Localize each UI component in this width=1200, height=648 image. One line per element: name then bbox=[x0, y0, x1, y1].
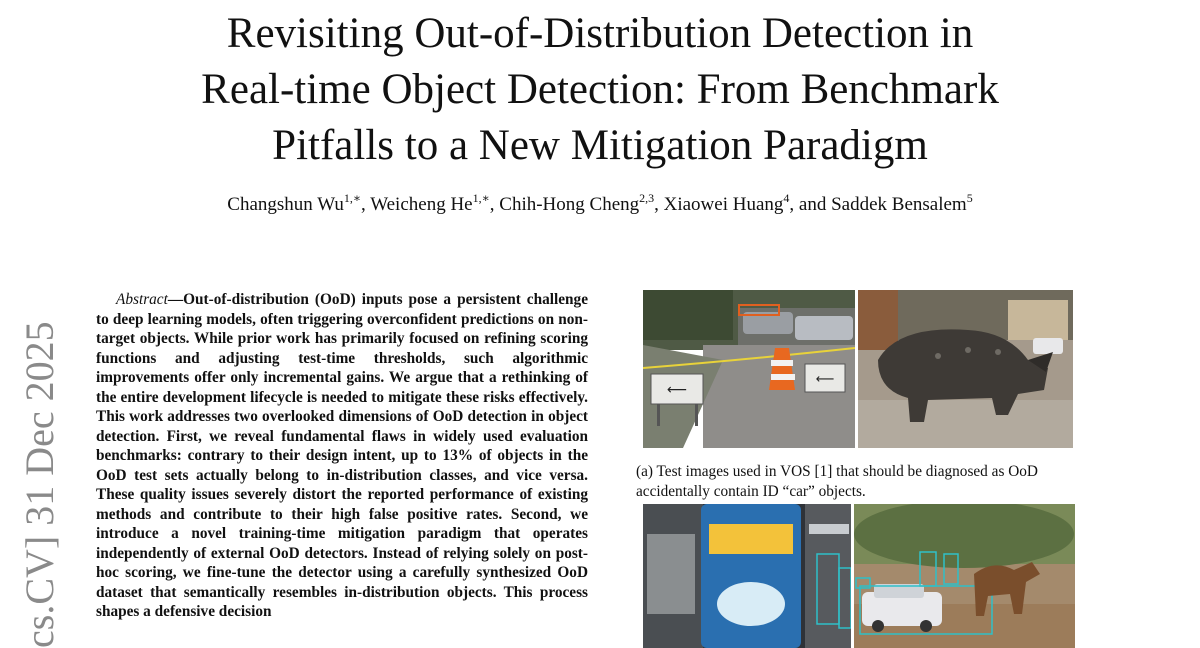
figure-caption-a: (a) Test images used in VOS [1] that should be diagnosed as OoD accidentally contain ID “car” objects. bbox=[636, 463, 1038, 500]
abstract-body: —Out-of-distribution (OoD) inputs pose a persistent challenge to deep learning models, often triggering overconfident predictions on non-target objects. While prior work has primarily focused on refining scoring functions and adjusting test-time thresholds, such algorithmic improvements offer only incremental gains. We argue that a rethinking of the entire development lifecycle is needed to mitigate these risks effectively. This work addresses two overlooked dimensions of OoD detection in object detection. First, we reveal fundamental flaws in widely used evaluation benchmarks: contrary to their design intent, up to 13% of objects in the OoD test sets actually belong to in-distribution classes, and vice versa. These quality issues severely distort the reported performance of existing methods and contribute to their high false positive rates. Second, we introduce a novel training-time mitigation paradigm that operates independently of external OoD detectors. Instead of relying solely on post-hoc scoring, we fine-tune the detector using a carefully synthesized OoD dataset that semantically resembles in-distribution objects. This process shapes a defensive decision bbox=[96, 291, 588, 620]
camel-image bbox=[854, 504, 1075, 648]
figure-street-scene bbox=[643, 290, 855, 448]
title-line-1: Revisiting Out-of-Distribution Detection in bbox=[226, 10, 974, 57]
figure-camel bbox=[854, 504, 1075, 648]
author-separator: , bbox=[489, 194, 500, 215]
author-name: Changshun Wu bbox=[227, 194, 344, 215]
author-name: Weicheng He bbox=[370, 194, 473, 215]
arxiv-stamp: cs.CV] 31 Dec 2025 bbox=[17, 321, 62, 648]
sign-arrow-left: ⟵ bbox=[666, 382, 688, 398]
author-affiliation: 5 bbox=[966, 191, 973, 205]
author-name: Xiaowei Huang bbox=[663, 194, 784, 215]
abstract-lead: Abstract bbox=[116, 291, 168, 308]
sign-arrow-right: ⟵ bbox=[815, 372, 835, 387]
figure-station bbox=[643, 504, 851, 648]
author-affiliation: 1,∗ bbox=[472, 191, 490, 205]
author-name: Chih-Hong Cheng bbox=[499, 194, 640, 215]
author-affiliation: 4 bbox=[783, 191, 790, 205]
author-separator: , bbox=[361, 194, 371, 215]
author-list bbox=[100, 191, 1100, 216]
author-name: Saddek Bensalem bbox=[831, 194, 967, 215]
abstract bbox=[96, 290, 588, 622]
title-line-3: Pitfalls to a New Mitigation Paradigm bbox=[272, 122, 928, 169]
author-separator: , bbox=[654, 194, 664, 215]
title-line-2: Real-time Object Detection: From Benchmark bbox=[201, 66, 999, 113]
paper-title bbox=[100, 6, 1100, 174]
author-separator: , and bbox=[789, 194, 832, 215]
rhino-image bbox=[858, 290, 1073, 448]
station-image bbox=[643, 504, 851, 648]
author-affiliation: 2,3 bbox=[639, 191, 655, 205]
author-affiliation: 1,∗ bbox=[343, 191, 362, 205]
figure-rhino bbox=[858, 290, 1073, 448]
street-scene-image bbox=[643, 290, 855, 448]
